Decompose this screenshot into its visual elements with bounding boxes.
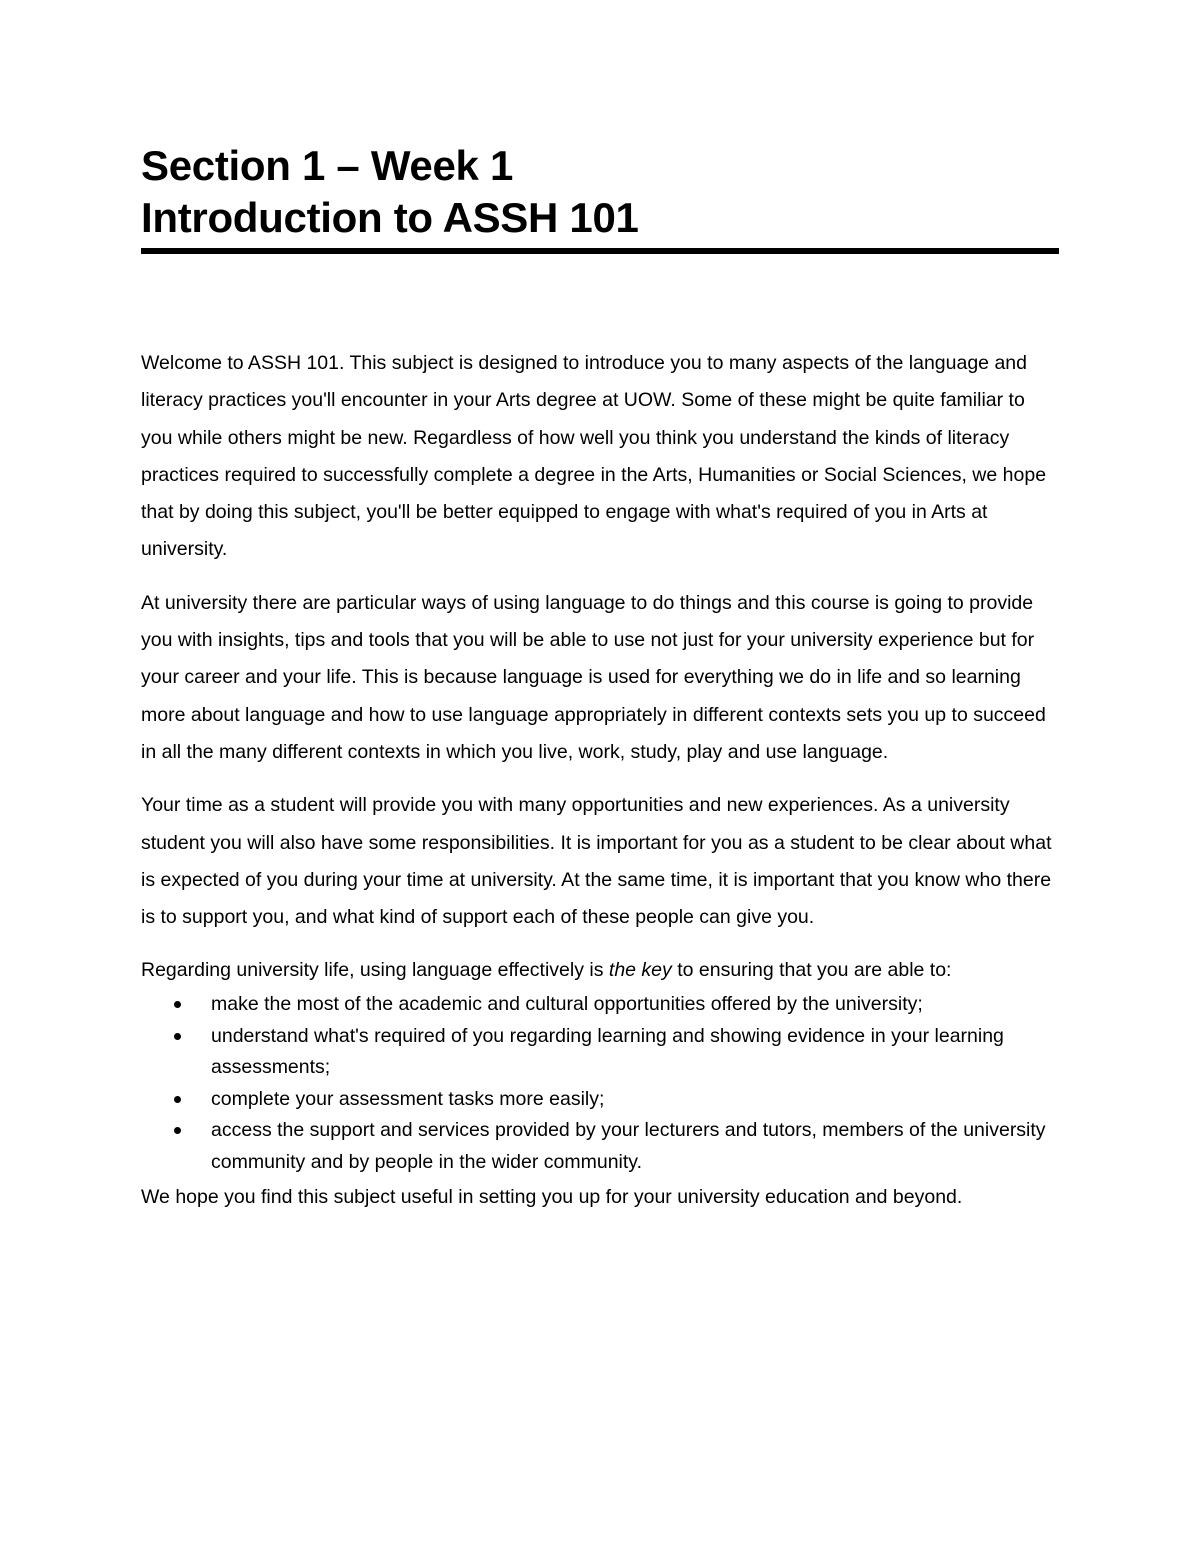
paragraph-lead-in bbox=[141, 952, 1059, 989]
bullet-icon bbox=[174, 1096, 181, 1103]
paragraph-welcome: Welcome to ASSH 101. This subject is designed to introduce you to many aspects of the language and literacy practices you'll encounter in your Arts degree at UOW. Some of these might be quite familiar to you while others might be new. Regardless of how well you think you understand the kinds of literacy practices required to successfully complete a degree in the Arts, Humanities or Social Sciences, we hope that by doing this subject, you'll be better equipped to engage with what's required of you in Arts at university. bbox=[141, 352, 1047, 561]
title-divider bbox=[141, 248, 1059, 254]
list-item-text: access the support and services provided by your lecturers and tutors, members of the university community and by people in the wider community. bbox=[211, 1119, 1046, 1173]
lead-text-before: Regarding university life, using language effectively is bbox=[141, 959, 609, 982]
list-item bbox=[141, 989, 1059, 1021]
page-title-line-2: Introduction to ASSH 101 bbox=[141, 194, 639, 241]
lead-emphasis: the key bbox=[608, 959, 672, 982]
body-text bbox=[141, 345, 1059, 1216]
list-item bbox=[141, 1084, 1059, 1116]
list-item-text: understand what's required of you regarding learning and showing evidence in your learning assessments; bbox=[211, 1024, 1004, 1079]
list-item bbox=[141, 1115, 1059, 1178]
paragraph-language-use: At university there are particular ways of using language to do things and this course is going to provide you with insights, tips and tools that you will be able to use not just for your university experience but for your career and your life. This is because language is used for everything we do in life and so learning more about language and how to use language appropriately in different contexts sets you up to succeed in all the many different contexts in which you live, work, study, play and use language. bbox=[141, 591, 1046, 763]
bullet-icon bbox=[174, 1001, 181, 1008]
list-item-text: make the most of the academic and cultural opportunities offered by the university; bbox=[211, 993, 923, 1016]
paragraph-closing: We hope you find this subject useful in setting you up for your university education and beyond. bbox=[141, 1186, 963, 1209]
bullet-icon bbox=[174, 1127, 181, 1134]
lead-text-after: to ensuring that you are able to: bbox=[671, 959, 952, 982]
bullet-icon bbox=[174, 1033, 181, 1040]
paragraph-student-time: Your time as a student will provide you with many opportunities and new experiences. As a university student you will also have some responsibilities. It is important for you as a student to be clear about what is expected of you during your time at university. At the same time, it is important that you know who there is to support you, and what kind of support each of these people can give you. bbox=[141, 794, 1052, 929]
bullet-list bbox=[141, 989, 1059, 1178]
page-title-line-1: Section 1 – Week 1 bbox=[141, 142, 514, 189]
list-item-text: complete your assessment tasks more easily; bbox=[211, 1087, 605, 1110]
list-item bbox=[141, 1021, 1059, 1084]
document-page bbox=[141, 140, 1059, 1209]
